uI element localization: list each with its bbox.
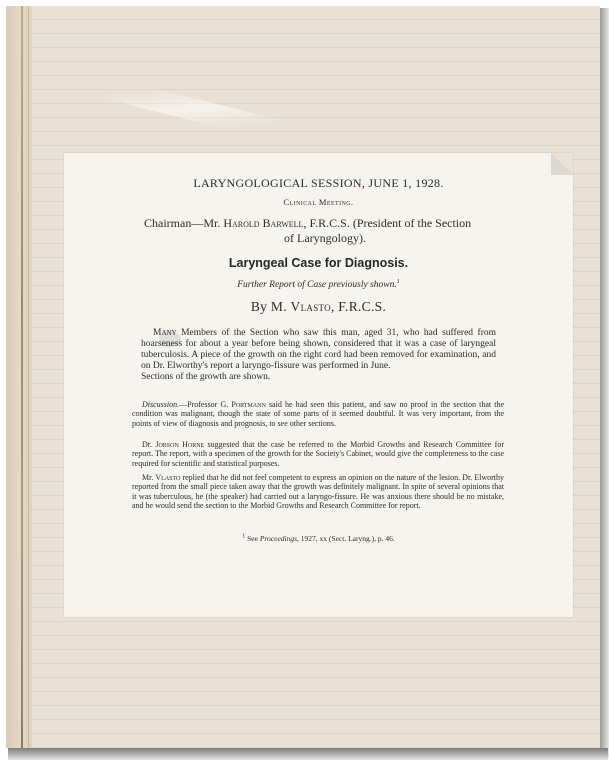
margin-edge <box>28 6 29 748</box>
clipping-corner-fold <box>551 153 573 175</box>
discussion-p2-pre: Dr. <box>142 440 156 449</box>
footnote-journal: Proceedings <box>259 534 298 543</box>
chairman-name: Harold Barwell <box>223 216 304 230</box>
discussion-p3-text: replied that he did not feel competent to express an opinion on the nature of the lesion. Dr. Elworthy reported from the small piece taken away that the growth was definitely malignant. In spite of several opinions that it was tuberculous, he (the speaker) had carried out a laryngo-fissure. He was anxious there should be no mistake, and he would send the section to the Morbid Growths and Research Committee for report. <box>132 473 504 511</box>
discussion-p1-name: Portmann <box>231 400 266 409</box>
case-report-paragraph <box>141 328 496 383</box>
footnote-post: , 1927, xx (Sect. Laryng.), p. 46. <box>297 534 395 543</box>
footnote <box>64 534 573 543</box>
footnote-pre: See <box>245 534 260 543</box>
subtitle-footnote-mark: 1 <box>396 278 400 285</box>
page-shadow-right <box>600 8 609 758</box>
discussion-p3-pre: Mr. <box>142 473 156 482</box>
author-prefix: By M. <box>250 299 291 314</box>
chairman-prefix: Chairman—Mr. <box>144 216 224 230</box>
discussion-paragraph-portmann <box>132 400 504 428</box>
article-title: Laryngeal Case for Diagnosis. <box>228 256 409 270</box>
session-heading: LARYNGOLOGICAL SESSION, JUNE 1, 1928. <box>193 176 444 190</box>
intro-last-line: Sections of the growth are shown. <box>141 372 271 382</box>
ledger-page <box>6 6 600 748</box>
discussion-p3-name: Vlasto <box>155 473 181 482</box>
article-subtitle <box>64 280 573 290</box>
discussion-p2-name: Jobson Horne <box>155 440 205 449</box>
margin-stain-line <box>21 6 23 748</box>
intro-text: Members of the Section who saw this man, aged 31, who had suffered from hoarseness for about a year before being shown, considered that it was a case of laryngeal tuberculosis. A piece of the growth on the right cord had been removed for examination, and on Dr. Elworthy's report a laryngo-fissure was performed in June. <box>141 328 496 371</box>
footnote-mark: 1 <box>242 533 246 540</box>
discussion-paragraph-vlasto <box>132 473 504 511</box>
author-byline <box>64 299 573 315</box>
chairman-line-2: of Laryngology). <box>284 231 366 245</box>
chairman-suffix: , F.R.C.S. (President of the Section <box>303 216 472 230</box>
discussion-paragraph-horne <box>132 440 504 468</box>
article-subtitle-text: Further Report of Case previously shown. <box>237 280 397 290</box>
intro-lead: Many <box>153 328 177 338</box>
discussion-p1-pre: —Professor G. <box>179 400 232 409</box>
discussion-label: Discussion. <box>142 400 180 409</box>
meeting-subheading: Clinical Meeting. <box>283 197 354 207</box>
chairman-line <box>144 216 510 246</box>
author-name: Vlasto <box>290 299 331 314</box>
discussion-p1-text: said he had seen this patient, and saw no proof in the section that the condition was malignant, though the state of some parts of it seemed doubtful. It was very important, from the points of view of diagnosis and prognosis, to see other sections. <box>132 400 504 428</box>
author-suffix: , F.R.C.S. <box>330 299 387 314</box>
paper-crease <box>106 78 276 140</box>
pasted-clipping <box>64 153 573 617</box>
discussion-p2-text: suggested that the case be referred to the Morbid Growths and Research Committee for report. The report, with a specimen of the growth for the Society's Cabinet, would give the completeness to the case required for scientific and statistical purposes. <box>132 440 504 468</box>
page-shadow-bottom <box>8 748 608 760</box>
